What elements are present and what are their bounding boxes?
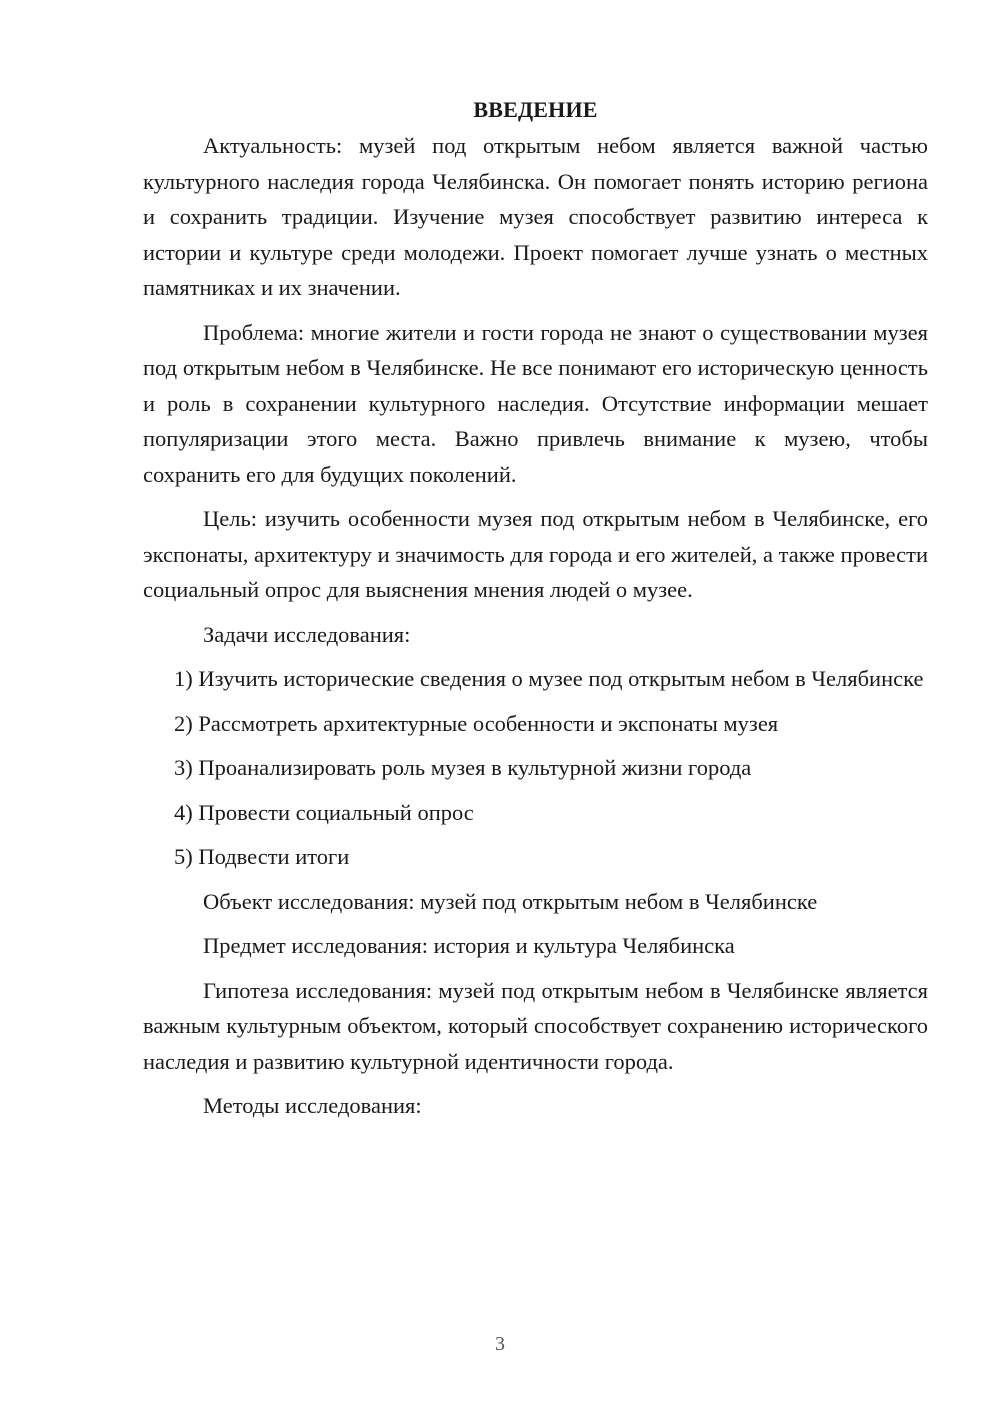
task-item-5: 5) Подвести итоги [174,844,350,869]
problem-paragraph: Проблема: многие жители и гости города не знают о существовании музея под открытым небом в Челябинске. Не все понимают его историческую ценность и роль в сохранении культурного наследия. Отсутствие информации мешает популяризации этого места. Важно привлечь внимание к музею, чтобы сохранить его для будущих поколений. [143,319,928,487]
tasks-heading: Задачи исследования: [203,621,411,647]
task-item-2: 2) Рассмотреть архитектурные особенности и экспонаты музея [174,710,779,736]
research-object: Объект исследования: музей под открытым небом в Челябинске [203,888,818,914]
goal-paragraph: Цель: изучить особенности музея под открытым небом в Челябинске, его экспонаты, архитектуру и значимость для города и его жителей, а также провести социальный опрос для выяснения мнения людей о музее. [143,506,928,602]
document-page [143,92,928,1133]
task-item-4: 4) Провести социальный опрос [174,799,474,825]
research-subject: Предмет исследования: история и культура Челябинска [203,933,735,958]
hypothesis-paragraph: Гипотеза исследования: музей под открытым небом в Челябинске является важным культурным объектом, который способствует сохранению исторического наследия и развитию культурной идентичности города. [143,977,928,1074]
page-number: 3 [495,1333,505,1355]
methods-heading: Методы исследования: [203,1093,422,1118]
page-title: ВВЕДЕНИЕ [473,97,598,122]
task-item-1: 1) Изучить исторические сведения о музее под открытым небом в Челябинске [174,666,924,691]
task-item-3: 3) Проанализировать роль музея в культурной жизни города [174,755,752,780]
relevance-paragraph: Актуальность: музей под открытым небом является важной частью культурного наследия города Челябинска. Он помогает понять историю региона и сохранить традиции. Изучение музея способствует развитию интереса к истории и культуре среди молодежи. Проект помогает лучше узнать о местных памятниках и их значении. [143,133,928,300]
